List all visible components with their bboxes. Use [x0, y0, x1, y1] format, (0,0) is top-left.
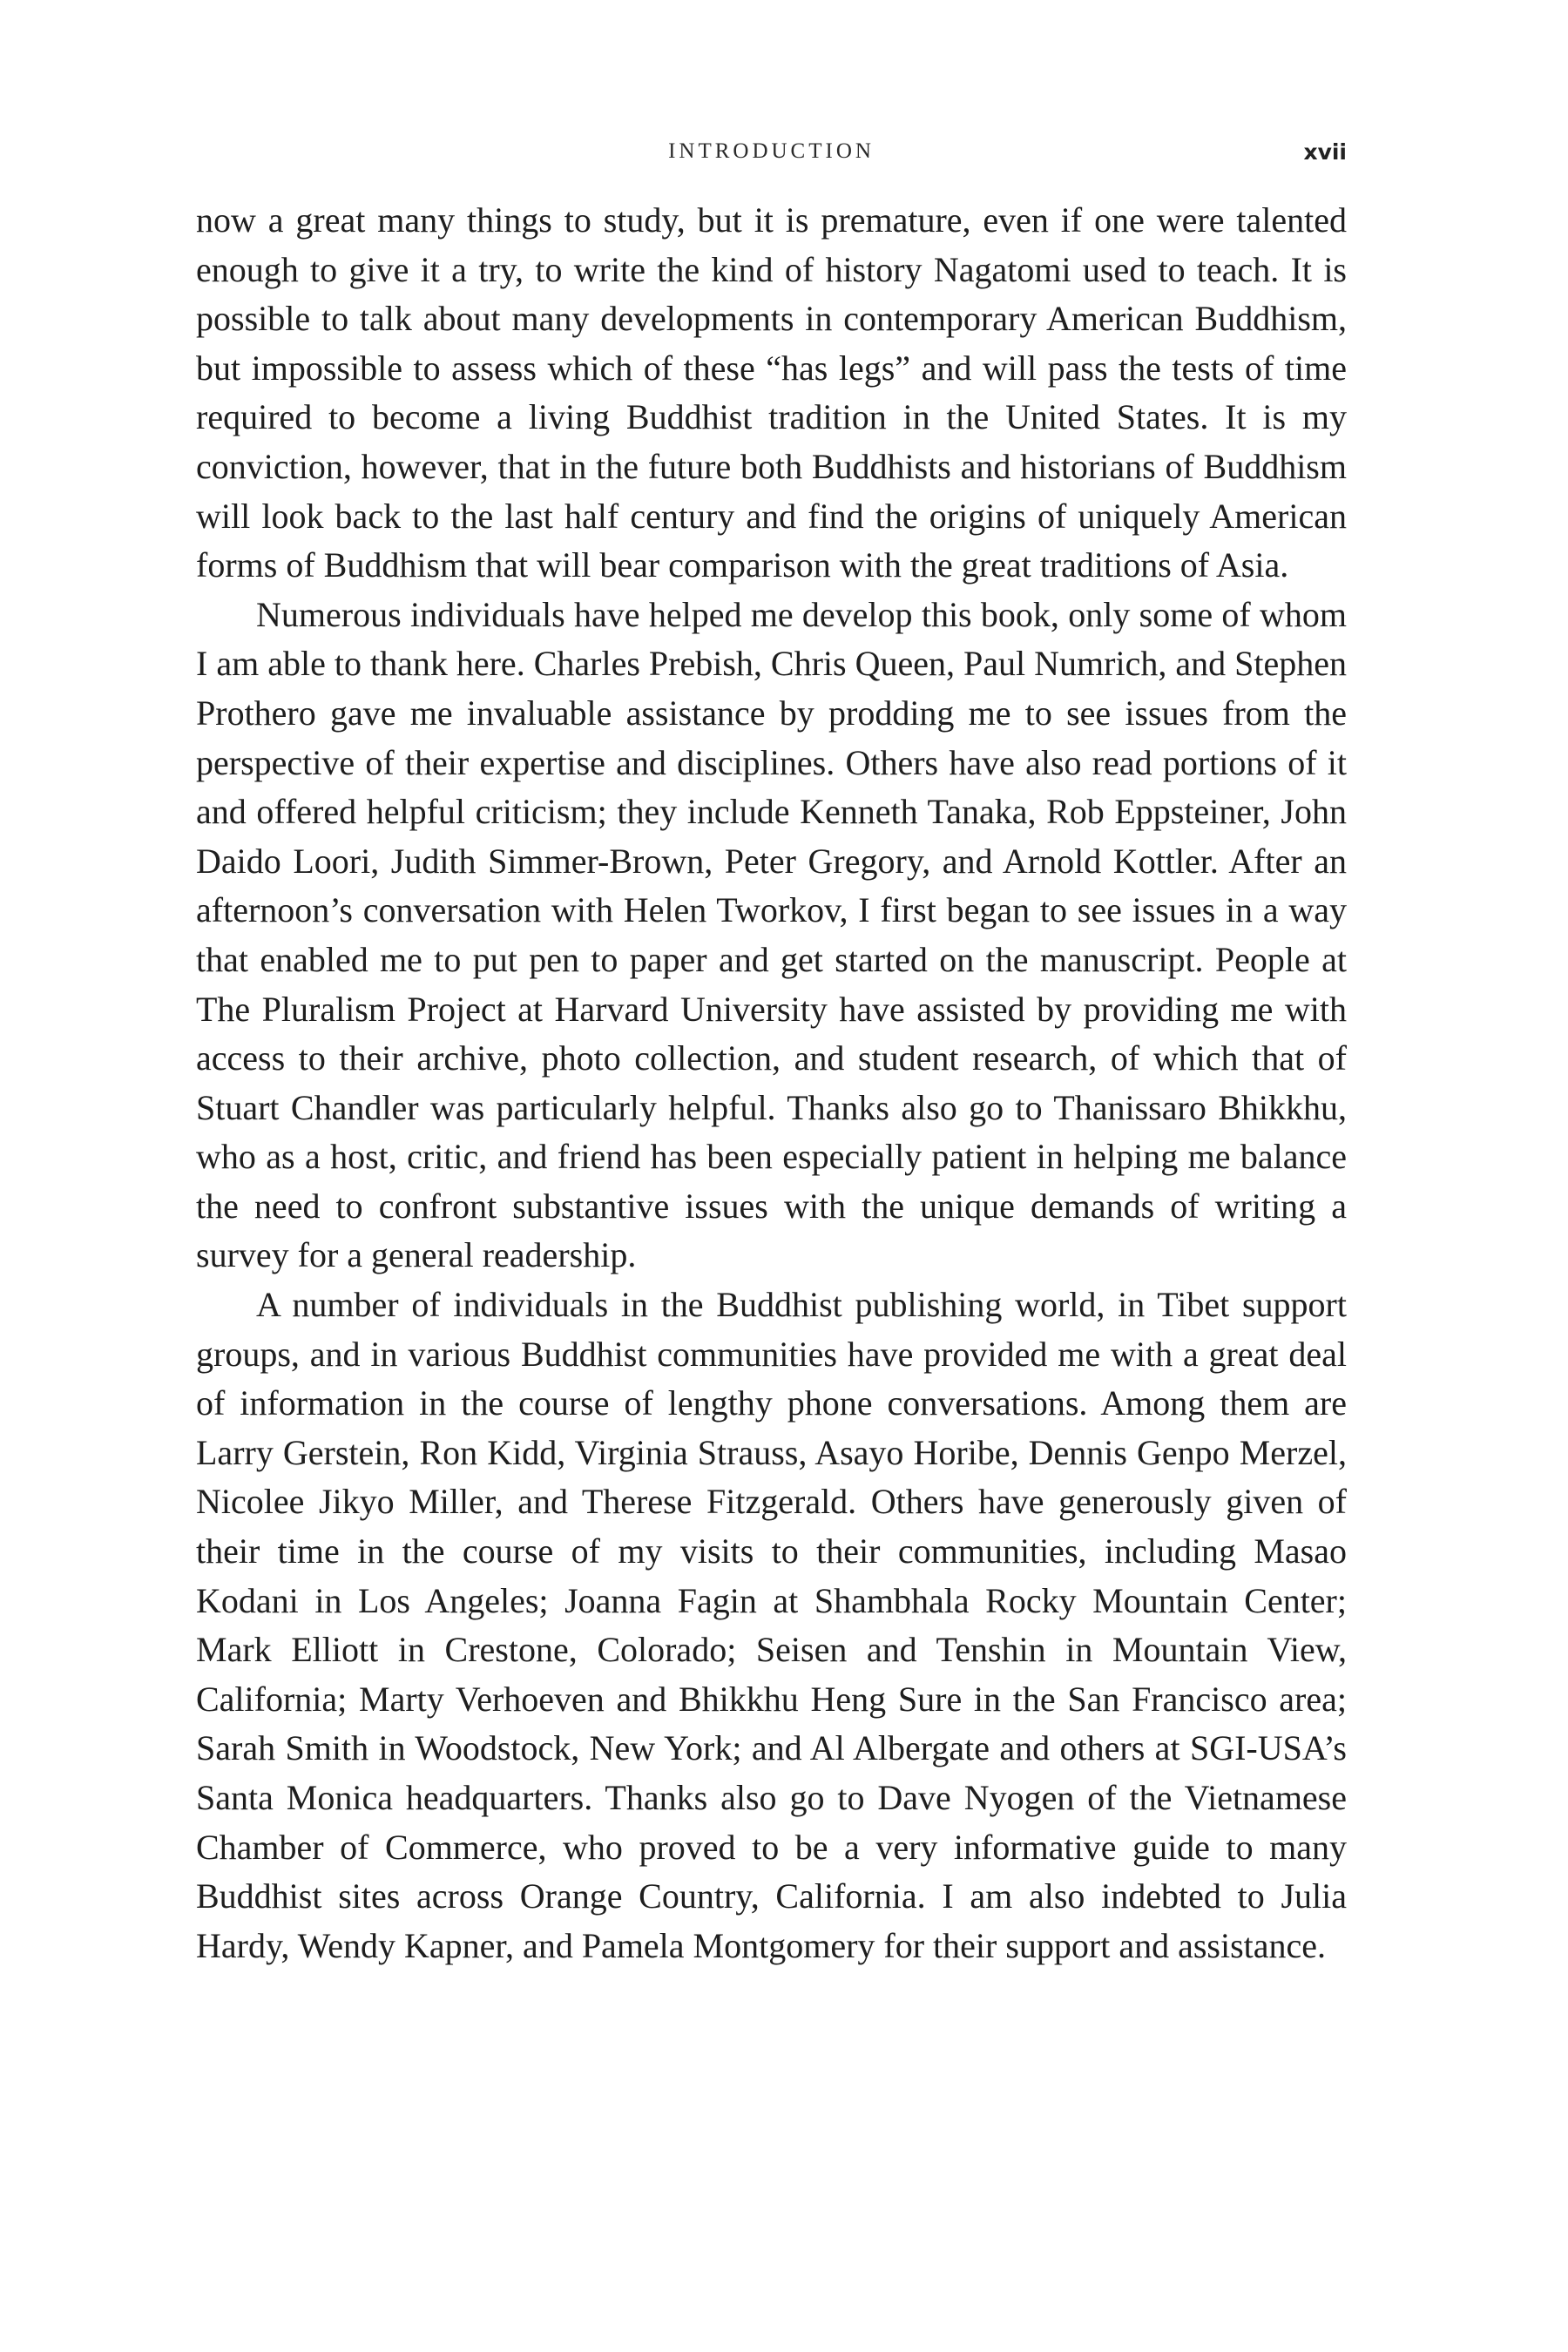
running-title: INTRODUCTION: [668, 139, 875, 163]
running-head: [196, 139, 1347, 174]
paragraph-acknowledgments-communities: A number of individuals in the Buddhist publishing world, in Tibet support groups, and in various Buddhist communities have provided me with a great deal of information in the course of lengthy phone conversations. Among them are Larry Gerstein, Ron Kidd, Virginia Strauss, Asayo Horibe, Dennis Genpo Merzel, Nicolee Jikyo Miller, and Therese Fitzgerald. Others have generously given of their time in the course of my visits to their communities, including Masao Kodani in Los Angeles; Joanna Fagin at Shambhala Rocky Mountain Center; Mark Elliott in Crestone, Colorado; Seisen and Tenshin in Mountain View, California; Marty Verhoeven and Bhikkhu Heng Sure in the San Francisco area; Sarah Smith in Woodstock, New York; and Al Albergate and others at SGI-USA’s Santa Monica headquarters. Thanks also go to Dave Nyogen of the Vietnamese Chamber of Commerce, who proved to be a very informative guide to many Buddhist sites across Orange Country, California. I am also indebted to Julia Hardy, Wendy Kapner, and Pamela Montgomery for their support and assistance.: [196, 1285, 1347, 1965]
page-number: xvii: [1303, 139, 1347, 165]
paragraph-acknowledgments-readers: Numerous individuals have helped me develop this book, only some of whom I am able to thank here. Charles Prebish, Chris Queen, Paul Numrich, and Stephen Prothero gave me invaluable assistance by prodding me to see issues from the perspective of their expertise and disciplines. Others have also read portions of it and offered helpful criticism; they include Kenneth Tanaka, Rob Eppsteiner, John Daido Loori, Judith Simmer-Brown, Peter Gregory, and Arnold Kottler. After an afternoon’s conversation with Helen Tworkov, I first began to see issues in a way that enabled me to put pen to paper and get started on the manuscript. People at The Pluralism Project at Harvard University have assisted by providing me with access to their archive, photo collection, and student research, of which that of Stuart Chandler was particularly helpful. Thanks also go to Thanissaro Bhikkhu, who as a host, critic, and friend has been especially patient in helping me balance the need to confront substantive issues with the unique demands of writing a survey for a general readership.: [196, 594, 1347, 1275]
body-text: [196, 196, 1347, 1970]
paragraph-continuation: now a great many things to study, but it is premature, even if one were talented enough to give it a try, to write the kind of history Nagatomi used to teach. It is possible to talk about many developments in contemporary American Buddhism, but impossible to assess which of these “has legs” and will pass the tests of time required to become a living Buddhist tradition in the United States. It is my conviction, however, that in the future both Buddhists and historians of Buddhism will look back to the last half century and find the origins of uniquely American forms of Buddhism that will bear comparison with the great traditions of Asia.: [196, 200, 1347, 585]
